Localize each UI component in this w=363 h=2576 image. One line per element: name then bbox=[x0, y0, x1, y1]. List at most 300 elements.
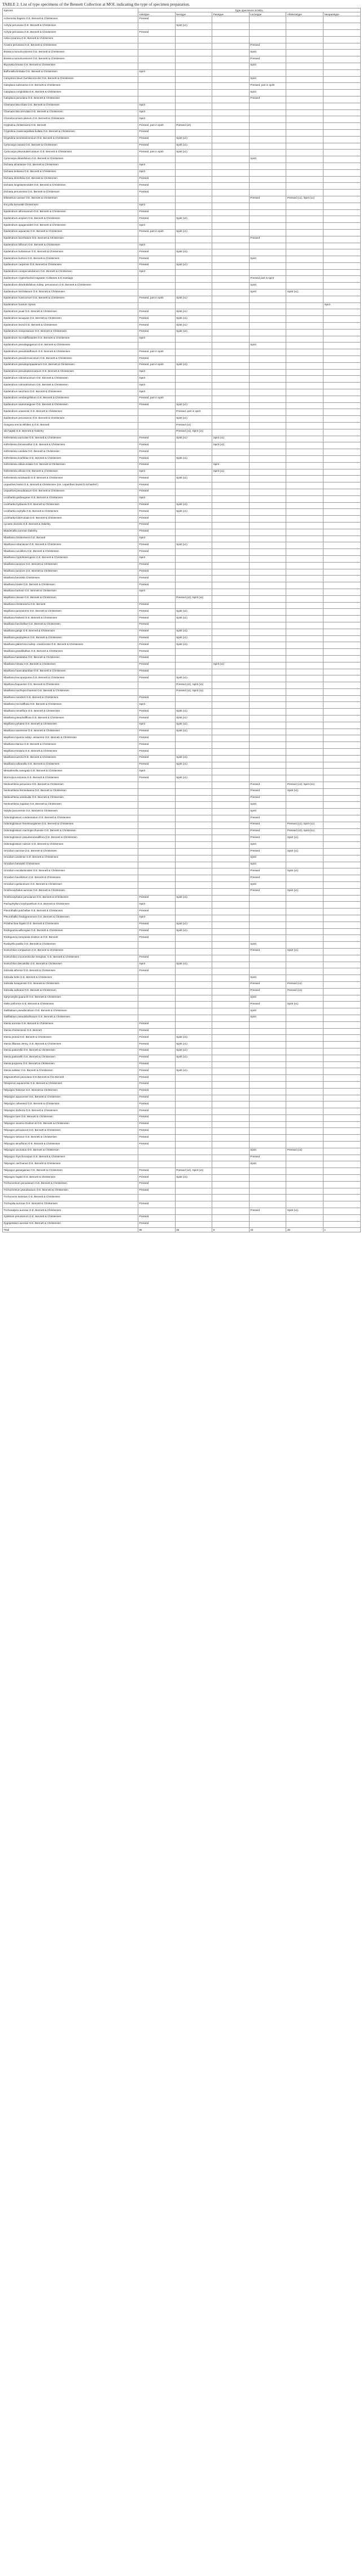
specimen-cell bbox=[249, 69, 286, 76]
table-row bbox=[3, 402, 361, 409]
table-row bbox=[3, 143, 361, 150]
specimen-cell bbox=[286, 675, 323, 682]
specimen-cell bbox=[249, 555, 286, 562]
specimen-cell bbox=[249, 243, 286, 249]
specimen-cell bbox=[286, 716, 323, 722]
specimen-cell: Pressed bbox=[138, 249, 176, 256]
specimen-cell bbox=[286, 276, 323, 283]
specimen-cell bbox=[286, 595, 323, 602]
specimen-cell bbox=[249, 1021, 286, 1028]
species-name-cell: Maxillaria saxerense O.E. Bennett & Christensen bbox=[3, 729, 138, 735]
specimen-cell bbox=[323, 962, 360, 968]
specimen-cell bbox=[175, 1181, 212, 1188]
specimen-cell bbox=[212, 203, 250, 209]
specimen-cell: Pressed bbox=[249, 868, 286, 875]
specimen-cell bbox=[175, 336, 212, 343]
specimen-cell bbox=[175, 63, 212, 69]
table-row bbox=[3, 76, 361, 83]
specimen-cell bbox=[212, 402, 250, 409]
specimen-cell bbox=[212, 90, 250, 96]
specimen-cell bbox=[249, 362, 286, 369]
table-row bbox=[3, 50, 361, 56]
specimen-cell: Pressed bbox=[138, 136, 176, 143]
specimen-cell bbox=[323, 136, 360, 143]
specimen-cell bbox=[212, 622, 250, 629]
specimen-cell bbox=[138, 43, 176, 50]
specimen-cell: Spirit (x1) bbox=[175, 402, 212, 409]
specimen-cell bbox=[212, 376, 250, 383]
table-row bbox=[3, 1108, 361, 1115]
specimen-cell bbox=[212, 675, 250, 682]
species-name-cell: Odontoglossum machupicchuense O.E. Bennett & Christensen bbox=[3, 828, 138, 835]
specimen-cell bbox=[212, 1161, 250, 1168]
species-name-cell: Maxillaria aurarum O.E. Bennett & Christensen bbox=[3, 562, 138, 569]
specimen-cell bbox=[323, 1208, 360, 1215]
specimen-cell bbox=[286, 396, 323, 402]
specimen-cell bbox=[249, 662, 286, 669]
species-name-cell: Epidendrum huxsum Sprain bbox=[3, 302, 138, 309]
specimen-cell bbox=[175, 1221, 212, 1228]
specimen-cell bbox=[212, 156, 250, 163]
specimen-cell: Pressed bbox=[138, 669, 176, 675]
species-name-cell: Epidendrum hechtlianum O.E. Bennett & Christensen bbox=[3, 289, 138, 296]
specimen-cell bbox=[138, 995, 176, 1002]
specimen-cell: Spirit (x1) bbox=[286, 788, 323, 795]
specimen-cell bbox=[249, 383, 286, 389]
specimen-cell bbox=[175, 795, 212, 802]
specimen-cell: Pressed bbox=[138, 1081, 176, 1088]
specimen-cell: Spirit (x1) bbox=[175, 616, 212, 622]
table-row bbox=[3, 362, 361, 369]
table-row bbox=[3, 30, 361, 37]
specimen-cell bbox=[286, 589, 323, 595]
specimen-cell bbox=[249, 356, 286, 363]
specimen-cell bbox=[138, 1015, 176, 1021]
specimen-cell bbox=[249, 476, 286, 482]
species-name-cell: Lepanthes pseudotaxum O.E. Bennett & Christensen bbox=[3, 489, 138, 495]
specimen-cell bbox=[249, 150, 286, 156]
specimen-cell: Spirit (x1) bbox=[175, 609, 212, 616]
specimen-cell: Spirit bbox=[249, 76, 286, 83]
specimen-cell bbox=[212, 236, 250, 243]
species-name-cell: Sobralia kusayensis O.E. Bennett & Christensen bbox=[3, 981, 138, 988]
specimen-cell bbox=[323, 902, 360, 909]
specimen-cell bbox=[323, 1121, 360, 1128]
species-name-cell: Lockhartia tuberculata O.E. Bennett & Christensen bbox=[3, 516, 138, 523]
table-row bbox=[3, 522, 361, 529]
specimen-cell bbox=[323, 442, 360, 449]
specimen-cell bbox=[249, 616, 286, 622]
table-row bbox=[3, 416, 361, 423]
table-row bbox=[3, 542, 361, 549]
table-row bbox=[3, 921, 361, 928]
specimen-cell bbox=[175, 96, 212, 103]
table-row bbox=[3, 329, 361, 336]
species-name-cell: Stenia purpurea O.E. Bennett & Christensen bbox=[3, 1061, 138, 1068]
specimen-cell: Pressed bbox=[138, 476, 176, 482]
specimen-cell bbox=[323, 276, 360, 283]
specimen-cell: Pressed bbox=[249, 988, 286, 995]
specimen-cell bbox=[249, 129, 286, 136]
table-row bbox=[3, 489, 361, 495]
specimen-cell bbox=[138, 828, 176, 835]
species-name-cell: Epidendrum peruvianum O.E. Bennett & Christensen bbox=[3, 416, 138, 423]
specimen-cell bbox=[138, 1155, 176, 1161]
specimen-cell bbox=[138, 802, 176, 809]
table-row bbox=[3, 595, 361, 602]
specimen-cell bbox=[323, 815, 360, 822]
specimen-cell bbox=[249, 769, 286, 775]
table-row bbox=[3, 1221, 361, 1228]
specimen-cell bbox=[212, 849, 250, 855]
specimen-cell bbox=[249, 349, 286, 356]
specimen-cell bbox=[323, 928, 360, 935]
specimen-cell: Spirit (x1) bbox=[175, 509, 212, 516]
specimen-cell: Pressed, part in spirit bbox=[138, 296, 176, 302]
species-name-cell: Stenia jonesii O.E. Bennett & Christensen bbox=[3, 1035, 138, 1042]
specimen-cell bbox=[286, 36, 323, 43]
specimen-cell: Pressed bbox=[138, 729, 176, 735]
specimen-cell bbox=[286, 582, 323, 589]
total-label: Total bbox=[3, 1228, 138, 1232]
specimen-cell bbox=[212, 1102, 250, 1108]
specimen-cell bbox=[212, 1055, 250, 1061]
specimen-cell bbox=[212, 129, 250, 136]
table-row bbox=[3, 868, 361, 875]
table-row bbox=[3, 788, 361, 795]
species-name-cell: Kefersteinia candida O.E. Bennett & Christensen bbox=[3, 449, 138, 456]
specimen-cell: Pressed (x1) bbox=[286, 981, 323, 988]
specimen-cell bbox=[175, 1161, 212, 1168]
specimen-cell bbox=[323, 1081, 360, 1088]
specimen-cell: Spirit (x1) bbox=[175, 323, 212, 330]
specimen-cell: Spirit (x1) bbox=[286, 835, 323, 842]
specimen-cell bbox=[175, 828, 212, 835]
specimen-cell: Spirit (x1) bbox=[175, 502, 212, 509]
specimen-cell: Spirit (x1) bbox=[175, 895, 212, 902]
specimen-cell: Spirit (x1) bbox=[175, 329, 212, 336]
species-name-cell: Lockhartia oxyhylla O.E. Bennett & Christensen bbox=[3, 509, 138, 516]
specimen-cell bbox=[212, 1121, 250, 1128]
specimen-cell bbox=[138, 1148, 176, 1155]
specimen-cell bbox=[323, 595, 360, 602]
specimen-cell: Pressed bbox=[138, 775, 176, 782]
specimen-cell bbox=[286, 150, 323, 156]
specimen-cell bbox=[212, 262, 250, 269]
specimen-cell bbox=[212, 1208, 250, 1215]
specimen-cell bbox=[249, 143, 286, 150]
specimen-cell bbox=[212, 1088, 250, 1095]
specimen-cell: Spirit (x1) bbox=[286, 289, 323, 296]
specimen-cell bbox=[212, 449, 250, 456]
specimen-cell bbox=[212, 243, 250, 249]
specimen-cell bbox=[212, 1048, 250, 1055]
specimen-cell bbox=[212, 815, 250, 822]
specimen-cell bbox=[286, 323, 323, 330]
specimen-cell bbox=[286, 402, 323, 409]
species-name-cell: Pleurothallis rhodogrammum O.E. Bennett & Christensen bbox=[3, 915, 138, 921]
species-name-cell: Stellilabium pseudocalvum O.E. Bennett & Christensen bbox=[3, 1008, 138, 1015]
table-row bbox=[3, 389, 361, 396]
specimen-cell bbox=[286, 682, 323, 689]
specimen-cell: Pressed (x1), Spirit (x1) bbox=[286, 196, 323, 203]
table-row bbox=[3, 216, 361, 223]
specimen-cell bbox=[249, 203, 286, 209]
specimen-cell bbox=[249, 775, 286, 782]
specimen-cell: Spirit bbox=[138, 243, 176, 249]
specimen-cell: Spirit bbox=[249, 862, 286, 868]
specimen-cell bbox=[212, 1188, 250, 1195]
specimen-cell bbox=[323, 96, 360, 103]
specimen-cell bbox=[323, 1181, 360, 1188]
species-name-cell: Maxillaria geodoplieus O.E. Bennett & Christensen bbox=[3, 635, 138, 642]
specimen-cell bbox=[323, 1128, 360, 1135]
specimen-cell bbox=[212, 63, 250, 69]
species-name-cell: Oncidium quelacrinum O.E. Bennett & Christensen bbox=[3, 882, 138, 889]
specimen-cell bbox=[212, 602, 250, 609]
specimen-cell bbox=[249, 549, 286, 556]
specimen-cell bbox=[286, 635, 323, 642]
specimen-cell bbox=[286, 555, 323, 562]
specimen-cell bbox=[323, 329, 360, 336]
species-name-cell: Pleurothallis pulchellae O.E. Bennett & Christensen bbox=[3, 909, 138, 915]
specimen-cell bbox=[175, 1108, 212, 1115]
specimen-cell bbox=[138, 343, 176, 349]
species-name-cell: Maxillaria machupicchuensis O.E. Bennett & Christensen bbox=[3, 688, 138, 695]
specimen-cell: Pressed, part in spirit bbox=[138, 362, 176, 369]
specimen-cell bbox=[286, 702, 323, 709]
table-row bbox=[3, 1048, 361, 1055]
specimen-cell bbox=[249, 176, 286, 183]
species-name-cell: Chamaecrista ciliata O.E. Bennett & Christensen bbox=[3, 103, 138, 109]
specimen-cell bbox=[323, 43, 360, 50]
specimen-cell bbox=[323, 1008, 360, 1015]
specimen-cell bbox=[175, 1142, 212, 1148]
species-name-cell: Trichoceros tomistus O.E. Bennett & Christensen bbox=[3, 1195, 138, 1201]
specimen-cell bbox=[212, 782, 250, 789]
specimen-cell bbox=[212, 722, 250, 729]
specimen-cell: Spirit bbox=[249, 1015, 286, 1021]
table-row bbox=[3, 116, 361, 123]
specimen-cell: Spirit bbox=[249, 1008, 286, 1015]
specimen-cell bbox=[249, 702, 286, 709]
specimen-cell bbox=[323, 216, 360, 223]
specimen-cell bbox=[212, 835, 250, 842]
specimen-cell bbox=[286, 376, 323, 383]
table-row bbox=[3, 655, 361, 662]
specimen-cell bbox=[212, 495, 250, 502]
table-row bbox=[3, 1088, 361, 1095]
specimen-cell bbox=[249, 935, 286, 942]
specimen-cell bbox=[286, 302, 323, 309]
species-name-cell: Epidendrum alfonsoanum O.E. Bennett & Christensen bbox=[3, 209, 138, 216]
specimen-cell bbox=[212, 103, 250, 109]
specimen-cell bbox=[212, 688, 250, 695]
specimen-cell bbox=[175, 50, 212, 56]
species-name-cell: Caloplaca conglobata O.E. Bennett & Christensen bbox=[3, 90, 138, 96]
specimen-cell bbox=[249, 329, 286, 336]
specimen-cell: Spirit (x1) bbox=[175, 775, 212, 782]
specimen-cell bbox=[175, 109, 212, 116]
specimen-cell: Spirit (x1) bbox=[175, 716, 212, 722]
specimen-cell bbox=[212, 509, 250, 516]
table-row bbox=[3, 609, 361, 616]
specimen-cell bbox=[323, 183, 360, 190]
specimen-cell bbox=[286, 942, 323, 949]
specimen-cell bbox=[323, 842, 360, 849]
specimen-cell bbox=[323, 722, 360, 729]
species-name-cell: Lycaste doctoris O.E. Bennett & Oakeley bbox=[3, 522, 138, 529]
specimen-cell bbox=[323, 1135, 360, 1142]
table-row bbox=[3, 822, 361, 828]
table-row bbox=[3, 1142, 361, 1148]
specimen-cell bbox=[323, 649, 360, 656]
specimen-cell: Pressed bbox=[249, 1155, 286, 1161]
specimen-cell bbox=[175, 1114, 212, 1121]
table-row bbox=[3, 209, 361, 216]
species-name-cell: Caloplaca peruviana O.E. Bennett & Christensen bbox=[3, 96, 138, 103]
table-row bbox=[3, 396, 361, 402]
specimen-cell bbox=[323, 769, 360, 775]
specimen-cell bbox=[323, 695, 360, 702]
species-name-cell: Epidendrum mariposanum O.E. Bennett & Christensen bbox=[3, 329, 138, 336]
specimen-cell bbox=[212, 928, 250, 935]
specimen-cell bbox=[175, 569, 212, 576]
specimen-cell: Pressed (x1) bbox=[286, 1148, 323, 1155]
specimen-cell bbox=[249, 1108, 286, 1115]
species-name-cell: Teleiponon aquacense O.E. Bennett & Christensen bbox=[3, 1081, 138, 1088]
species-name-cell: Neokoehleria peruviana O.E. Bennett & Christensen bbox=[3, 782, 138, 789]
table-row bbox=[3, 256, 361, 263]
specimen-cell: Spirit bbox=[138, 962, 176, 968]
table-row bbox=[3, 1081, 361, 1088]
specimen-cell: Pressed bbox=[138, 655, 176, 662]
specimen-cell: Pressed bbox=[249, 849, 286, 855]
species-name-cell: Ornithocephalus peruvianus O.E. Bennett & Christensen bbox=[3, 895, 138, 902]
specimen-cell: Pressed bbox=[138, 1068, 176, 1075]
specimen-cell bbox=[323, 289, 360, 296]
specimen-cell: Pressed bbox=[138, 262, 176, 269]
specimen-cell bbox=[175, 782, 212, 789]
specimen-cell bbox=[175, 942, 212, 949]
specimen-cell bbox=[249, 1142, 286, 1148]
table-row bbox=[3, 509, 361, 516]
specimen-cell bbox=[323, 1108, 360, 1115]
specimen-cell bbox=[212, 769, 250, 775]
table-row bbox=[3, 1161, 361, 1168]
specimen-cell bbox=[323, 1035, 360, 1042]
table-row bbox=[3, 649, 361, 656]
specimen-cell: Spirit bbox=[138, 915, 176, 921]
specimen-cell bbox=[175, 1102, 212, 1108]
specimen-cell bbox=[212, 296, 250, 302]
specimen-cell bbox=[212, 975, 250, 982]
specimen-cell: Pressed bbox=[249, 888, 286, 895]
specimen-cell bbox=[175, 30, 212, 37]
specimen-cell bbox=[175, 76, 212, 83]
specimen-cell: Pressed (x2), Spirit (x1) bbox=[175, 688, 212, 695]
specimen-cell bbox=[286, 655, 323, 662]
table-row bbox=[3, 96, 361, 103]
species-name-cell: Mormolyca sotoana O.E. Bennett & Christensen bbox=[3, 775, 138, 782]
specimen-cell bbox=[212, 968, 250, 975]
specimen-cell bbox=[212, 549, 250, 556]
specimen-cell bbox=[249, 895, 286, 902]
specimen-cell bbox=[323, 356, 360, 363]
table-row bbox=[3, 1181, 361, 1188]
species-name-cell: Kefersteinia koehleae O.E. Bennett & Christensen bbox=[3, 456, 138, 463]
specimen-cell bbox=[175, 1155, 212, 1161]
specimen-cell bbox=[323, 90, 360, 96]
species-name-cell: Telipogon tenuiflorus O.E. Bennett & Christensen bbox=[3, 1142, 138, 1148]
specimen-cell bbox=[175, 849, 212, 855]
specimen-cell bbox=[212, 762, 250, 769]
specimen-cell bbox=[249, 1048, 286, 1055]
species-name-cell: Caloplaca submarina O.E. Bennett & Christensen bbox=[3, 83, 138, 90]
specimen-cell bbox=[249, 249, 286, 256]
specimen-cell: Pressed bbox=[138, 1221, 176, 1228]
specimen-cell bbox=[286, 921, 323, 928]
specimen-cell bbox=[249, 569, 286, 576]
specimen-cell bbox=[212, 1095, 250, 1102]
specimen-cell bbox=[138, 289, 176, 296]
species-name-cell: Maxillaria grandibulbus O.E. Bennett & Christensen bbox=[3, 649, 138, 656]
specimen-cell: Pressed bbox=[138, 1201, 176, 1208]
table-row bbox=[3, 183, 361, 190]
table-row bbox=[3, 695, 361, 702]
specimen-cell bbox=[286, 742, 323, 749]
specimen-cell bbox=[323, 409, 360, 416]
specimen-cell: Pressed bbox=[249, 822, 286, 828]
species-name-cell: Sobralia fortis O.E. Bennett & Christensen bbox=[3, 975, 138, 982]
specimen-cell bbox=[323, 495, 360, 502]
table-row bbox=[3, 129, 361, 136]
specimen-cell: Spirit bbox=[249, 1161, 286, 1168]
specimen-cell bbox=[175, 1015, 212, 1021]
specimen-cell bbox=[249, 396, 286, 402]
specimen-cell bbox=[286, 809, 323, 815]
specimen-cell bbox=[175, 516, 212, 523]
table-row bbox=[3, 1015, 361, 1021]
specimen-cell: Spirit bbox=[138, 163, 176, 169]
table-row bbox=[3, 1214, 361, 1221]
specimen-cell: Spirit (x1) bbox=[175, 729, 212, 735]
species-name-cell: Stenia aurorae O.E. Bennett & Christensen bbox=[3, 1021, 138, 1028]
species-name-cell: Epidendrum humicorrum O.E. Bennett & Christensen bbox=[3, 296, 138, 302]
species-name-cell: Masdevallia aurorae Oakeley bbox=[3, 529, 138, 536]
table-row bbox=[3, 702, 361, 709]
species-name-cell: Maxillaria hirsuta O.E. Bennett & Christensen bbox=[3, 662, 138, 669]
specimen-cell bbox=[286, 1021, 323, 1028]
specimen-cell: Spirit bbox=[249, 995, 286, 1002]
specimen-cell bbox=[286, 688, 323, 695]
specimen-cell: Pressed (x1), Spirit (x1) bbox=[286, 822, 323, 828]
specimen-cell bbox=[286, 143, 323, 150]
table-row bbox=[3, 223, 361, 230]
specimen-cell bbox=[286, 1128, 323, 1135]
species-name-cell: Bryonetia limosa O.E. Bennett & Christensen bbox=[3, 63, 138, 69]
specimen-cell bbox=[323, 109, 360, 116]
specimen-cell bbox=[286, 1201, 323, 1208]
specimen-cell bbox=[212, 609, 250, 616]
specimen-cell bbox=[249, 409, 286, 416]
species-name-cell: Maxillaria foechiellae O.E. Bennett & Christensen bbox=[3, 622, 138, 629]
specimen-cell bbox=[249, 529, 286, 536]
specimen-cell: Spirit bbox=[138, 116, 176, 123]
specimen-cell bbox=[249, 1135, 286, 1142]
table-row bbox=[3, 902, 361, 909]
species-name-cell: Kefersteinia oblanceolata O.E. Bennett & Christensen bbox=[3, 462, 138, 469]
